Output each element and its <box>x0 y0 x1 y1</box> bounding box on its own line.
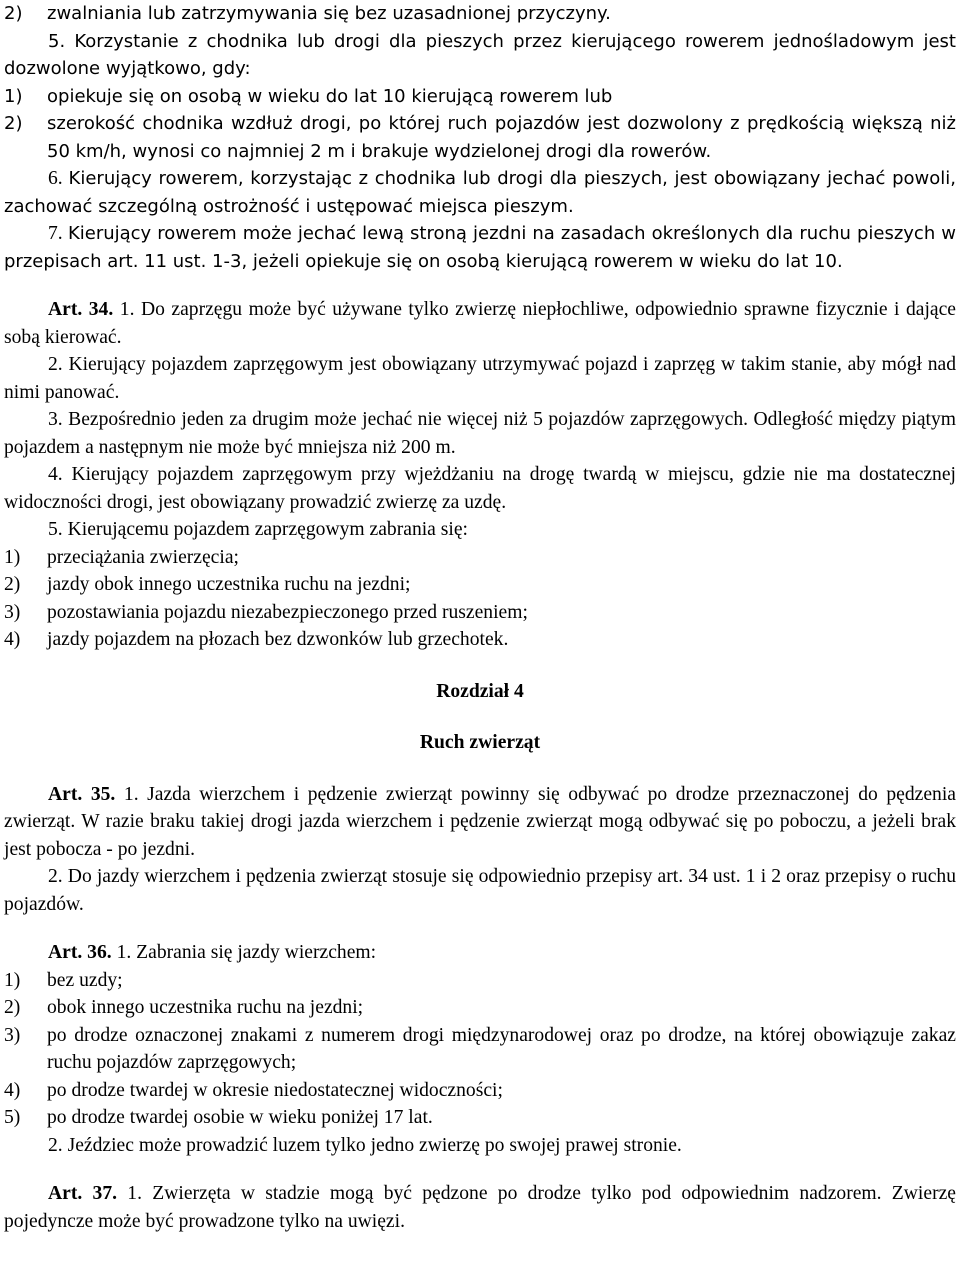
item-number: 1) <box>4 969 21 991</box>
paragraph-number: 7. <box>48 223 63 244</box>
article-35-p2: 2. Do jazdy wierzchem i pędzenia zwierząt stosuje się odpowiednio przepisy art. 34 ust. 1 i 2 oraz przepisy o ruchu pojazdów. <box>4 866 956 915</box>
list-item <box>4 83 956 111</box>
list-item <box>4 626 956 654</box>
article-34-p1 <box>4 296 956 351</box>
item-text: bez uzdy; <box>47 969 123 991</box>
item-text: jazdy pojazdem na płozach bez dzwonków lub grzechotek. <box>47 629 509 650</box>
item-text: po drodze twardej osobie w wieku poniżej 17 lat. <box>47 1107 433 1128</box>
list-item <box>4 110 956 165</box>
list-item <box>4 1104 956 1132</box>
item-number: 4) <box>4 629 21 650</box>
article-33-continuation <box>4 0 956 165</box>
chapter-title: Ruch zwierząt <box>419 732 541 753</box>
article-34-p2: 2. Kierujący pojazdem zaprzęgowym jest obowiązany utrzymywać pojazd i zaprzęg w takim stanie, aby mógł nad nimi panować. <box>4 354 956 403</box>
item-text: zwalniania lub zatrzymywania się bez uzasadnionej przyczyny. <box>47 3 611 24</box>
paragraph-text: Kierujący rowerem może jechać lewą stroną jezdni na zasadach określonych dla ruchu pieszych w przepisach art. 11 ust. 1-3, jeżeli opiekuje się on osobą kierującą rowerem w wieku do lat 10. <box>4 223 957 272</box>
list-item <box>4 967 956 995</box>
list-item <box>4 1022 956 1077</box>
item-number: 3) <box>4 601 21 623</box>
article-36-p1 <box>4 939 956 967</box>
article-37-p1 <box>4 1180 956 1235</box>
item-number: 2) <box>4 997 21 1018</box>
chapter-number: Rozdział 4 <box>436 680 524 702</box>
paragraph-6 <box>4 165 956 220</box>
item-number: 2) <box>4 113 23 134</box>
item-text: jazdy obok innego uczestnika ruchu na jezdni; <box>47 574 411 595</box>
item-text: opiekuje się on osobą w wieku do lat 10 kierującą rowerem lub <box>47 85 613 107</box>
paragraph-text: 1. Jazda wierzchem i pędzenie zwierząt powinny się odbywać po drodze przeznaczonej do pędzenia zwierząt. W razie braku takiej drogi jazda wierzchem i pędzenie zwierząt mogą odbywać się po poboczu, a jeżeli brak jest pobocza - po jezdni. <box>4 783 956 860</box>
item-number: 3) <box>4 1024 21 1046</box>
paragraph-7 <box>4 220 956 275</box>
article-label: Art. 36. <box>48 942 112 963</box>
article-34-p3: 3. Bezpośrednio jeden za drugim może jechać nie więcej niż 5 pojazdów zaprzęgowych. Odległość między piątym pojazdem a następnym nie może być mniejsza niż 200 m. <box>4 409 956 458</box>
item-number: 1) <box>4 85 23 107</box>
list-item <box>4 994 956 1022</box>
item-text: przeciążania zwierzęcia; <box>47 546 239 568</box>
article-34-p4: 4. Kierujący pojazdem zaprzęgowym przy wjeżdżaniu na drogę twardą w miejscu, gdzie nie ma dostatecznej widoczności drogi, jest obowiązany prowadzić zwierzę za uzdę. <box>4 464 956 513</box>
list-item <box>4 0 956 28</box>
item-text: pozostawiania pojazdu niezabezpieczonego przed ruszeniem; <box>47 601 528 623</box>
item-number: 2) <box>4 574 21 595</box>
paragraph-text: 1. Do zaprzęgu może być używane tylko zwierzę niepłochliwe, odpowiednio sprawne fizycznie i dające sobą kierować. <box>4 299 956 348</box>
item-number: 2) <box>4 3 23 24</box>
article-label: Art. 37. <box>48 1183 118 1204</box>
article-label: Art. 34. <box>48 299 114 320</box>
paragraph-5: 5. Korzystanie z chodnika lub drogi dla pieszych przez kierującego rowerem jednośladowym jest dozwolone wyjątkowo, gdy: <box>4 30 956 79</box>
item-text: po drodze twardej w okresie niedostatecznej widoczności; <box>47 1079 503 1101</box>
paragraph-number: 6. <box>48 168 63 189</box>
list-item <box>4 571 956 599</box>
paragraph-text: 1. Zabrania się jazdy wierzchem: <box>116 942 377 963</box>
paragraph-text: 1. Zwierzęta w stadzie mogą być pędzone po drodze tylko pod odpowiednim nadzorem. Zwierzę pojedyncze może być prowadzone tylko na uwięzi. <box>4 1183 956 1232</box>
list-item <box>4 1077 956 1105</box>
list-item <box>4 544 956 572</box>
article-34-p5: 5. Kierującemu pojazdem zaprzęgowym zabrania się: <box>48 519 468 540</box>
article-label: Art. 35. <box>48 783 116 805</box>
list-item <box>4 599 956 627</box>
document-page <box>4 0 956 1235</box>
article-35-p1 <box>4 781 956 864</box>
item-number: 5) <box>4 1107 21 1128</box>
item-number: 1) <box>4 546 21 568</box>
item-number: 4) <box>4 1079 21 1101</box>
paragraph-text: Kierujący rowerem, korzystając z chodnika lub drogi dla pieszych, jest obowiązany jechać powoli, zachować szczególną ostrożność i ustępować miejsca pieszym. <box>4 168 956 217</box>
item-text: po drodze oznaczonej znakami z numerem drogi międzynarodowej oraz po drodze, na której obowiązuje zakaz ruchu pojazdów zaprzęgowych; <box>47 1024 956 1073</box>
item-text: obok innego uczestnika ruchu na jezdni; <box>47 997 364 1018</box>
article-36-p2: 2. Jeździec może prowadzić luzem tylko jedno zwierzę po swojej prawej stronie. <box>48 1134 682 1156</box>
item-text: szerokość chodnika wzdłuż drogi, po której ruch pojazdów jest dozwolony z prędkością większą niż 50 km/h, wynosi co najmniej 2 m i brakuje wydzielonej drogi dla rowerów. <box>47 113 956 162</box>
